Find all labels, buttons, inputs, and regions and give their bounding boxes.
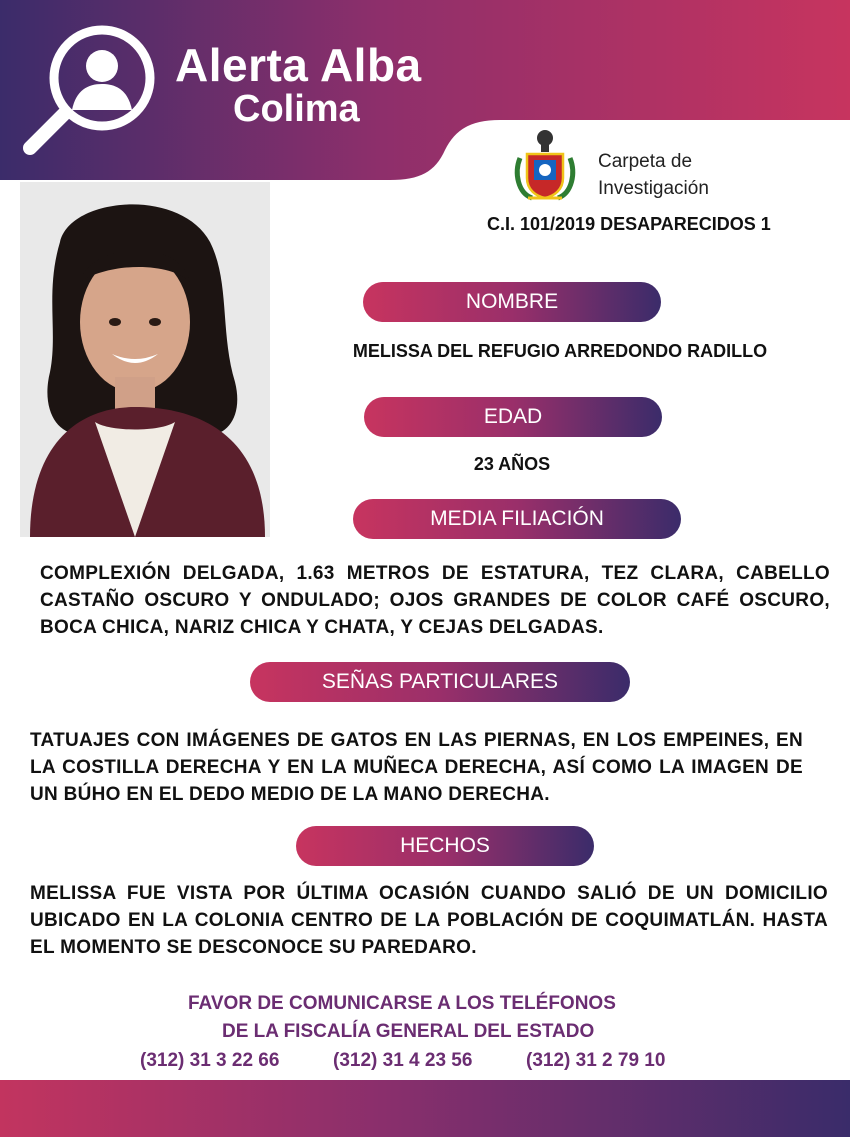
contact-line-2: DE LA FISCALÍA GENERAL DEL ESTADO xyxy=(222,1021,595,1042)
phone-3: (312) 31 2 79 10 xyxy=(526,1050,666,1071)
contact-line-1: FAVOR DE COMUNICARSE A LOS TELÉFONOS xyxy=(188,993,616,1014)
hechos-text: MELISSA FUE VISTA POR ÚLTIMA OCASIÓN CUANDO SALIÓ DE UN DOMICILIO UBICADO EN LA COLONIA CENTRO DE LA POBLACIÓN DE COQUIMATLÁN. HASTA EL MOMENTO SE DESCONOCE SU PAREDARO. xyxy=(30,883,828,958)
missing-person-photo xyxy=(20,182,270,537)
edad-value: 23 AÑOS xyxy=(473,454,551,474)
case-number: C.I. 101/2019 DESAPARECIDOS 1 xyxy=(487,214,771,234)
title-line-1: Alerta Alba xyxy=(175,39,422,91)
carpeta-line-2: Investigación xyxy=(598,178,709,199)
carpeta-label xyxy=(598,148,709,202)
senas-particulares-text: TATUAJES CON IMÁGENES DE GATOS EN LAS PIERNAS, EN LOS EMPEINES, EN LA COSTILLA DERECHA Y EN LA MUÑECA DERECHA, ASÍ COMO LA IMAGEN DE UN BÚHO EN EL DEDO MEDIO DE LA MANO DERECHA. xyxy=(30,730,803,805)
media-filiacion-label: MEDIA FILIACIÓN xyxy=(353,499,681,539)
title-line-2: Colima xyxy=(233,88,360,130)
carpeta-line-1: Carpeta de xyxy=(598,151,693,172)
edad-label: EDAD xyxy=(364,397,662,437)
nombre-value: MELISSA DEL REFUGIO ARREDONDO RADILLO xyxy=(352,341,768,361)
hechos-label: HECHOS xyxy=(296,826,594,866)
media-filiacion-text: COMPLEXIÓN DELGADA, 1.63 METROS DE ESTATURA, TEZ CLARA, CABELLO CASTAÑO OSCURO Y ONDULADO; OJOS GRANDES DE COLOR CAFÉ OSCURO, BOCA CHICA, NARIZ CHICA Y CHATA, Y CEJAS DELGADAS. xyxy=(40,563,830,638)
senas-particulares-label: SEÑAS PARTICULARES xyxy=(250,662,630,702)
phone-2: (312) 31 4 23 56 xyxy=(333,1050,473,1071)
footer-band xyxy=(0,1080,850,1137)
portrait-image xyxy=(20,182,270,537)
colima-seal-icon xyxy=(512,128,578,204)
nombre-label: NOMBRE xyxy=(363,282,661,322)
phone-1: (312) 31 3 22 66 xyxy=(140,1050,280,1071)
magnifier-person-icon xyxy=(20,18,160,158)
